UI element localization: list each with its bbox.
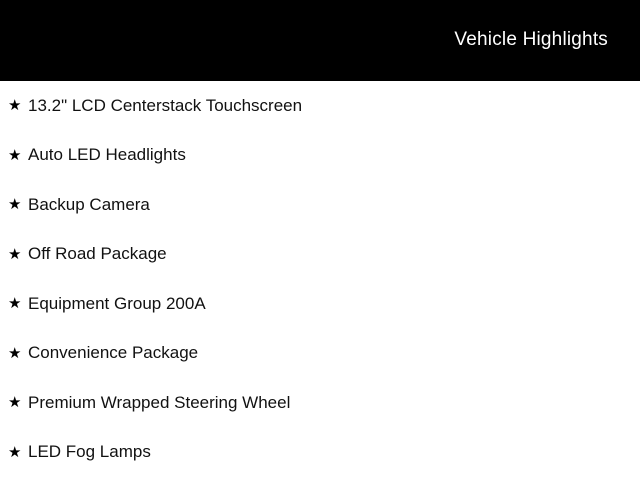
highlight-label: Equipment Group 200A (28, 293, 206, 313)
star-icon: ★ (8, 146, 22, 164)
list-item (0, 230, 640, 280)
list-item (0, 428, 640, 478)
list-item (0, 378, 640, 428)
highlight-label: LED Fog Lamps (28, 442, 151, 462)
star-icon: ★ (8, 295, 22, 313)
list-item (0, 279, 640, 329)
star-icon: ★ (8, 196, 22, 214)
highlight-label: 13.2" LCD Centerstack Touchscreen (28, 95, 303, 115)
highlight-label: Convenience Package (28, 343, 199, 363)
highlight-label: Auto LED Headlights (28, 145, 186, 165)
highlights-list (0, 81, 640, 477)
list-item (0, 180, 640, 230)
header-bar (0, 0, 640, 81)
star-icon: ★ (8, 443, 22, 461)
star-icon: ★ (8, 245, 22, 263)
star-icon: ★ (8, 344, 22, 362)
list-item (0, 131, 640, 181)
star-icon: ★ (8, 394, 22, 412)
highlight-label: Premium Wrapped Steering Wheel (28, 392, 291, 412)
highlight-label: Backup Camera (28, 194, 150, 214)
star-icon: ★ (8, 97, 22, 115)
page-title: Vehicle Highlights (454, 29, 608, 50)
list-item (0, 81, 640, 131)
highlight-label: Off Road Package (28, 244, 167, 264)
list-item (0, 329, 640, 379)
